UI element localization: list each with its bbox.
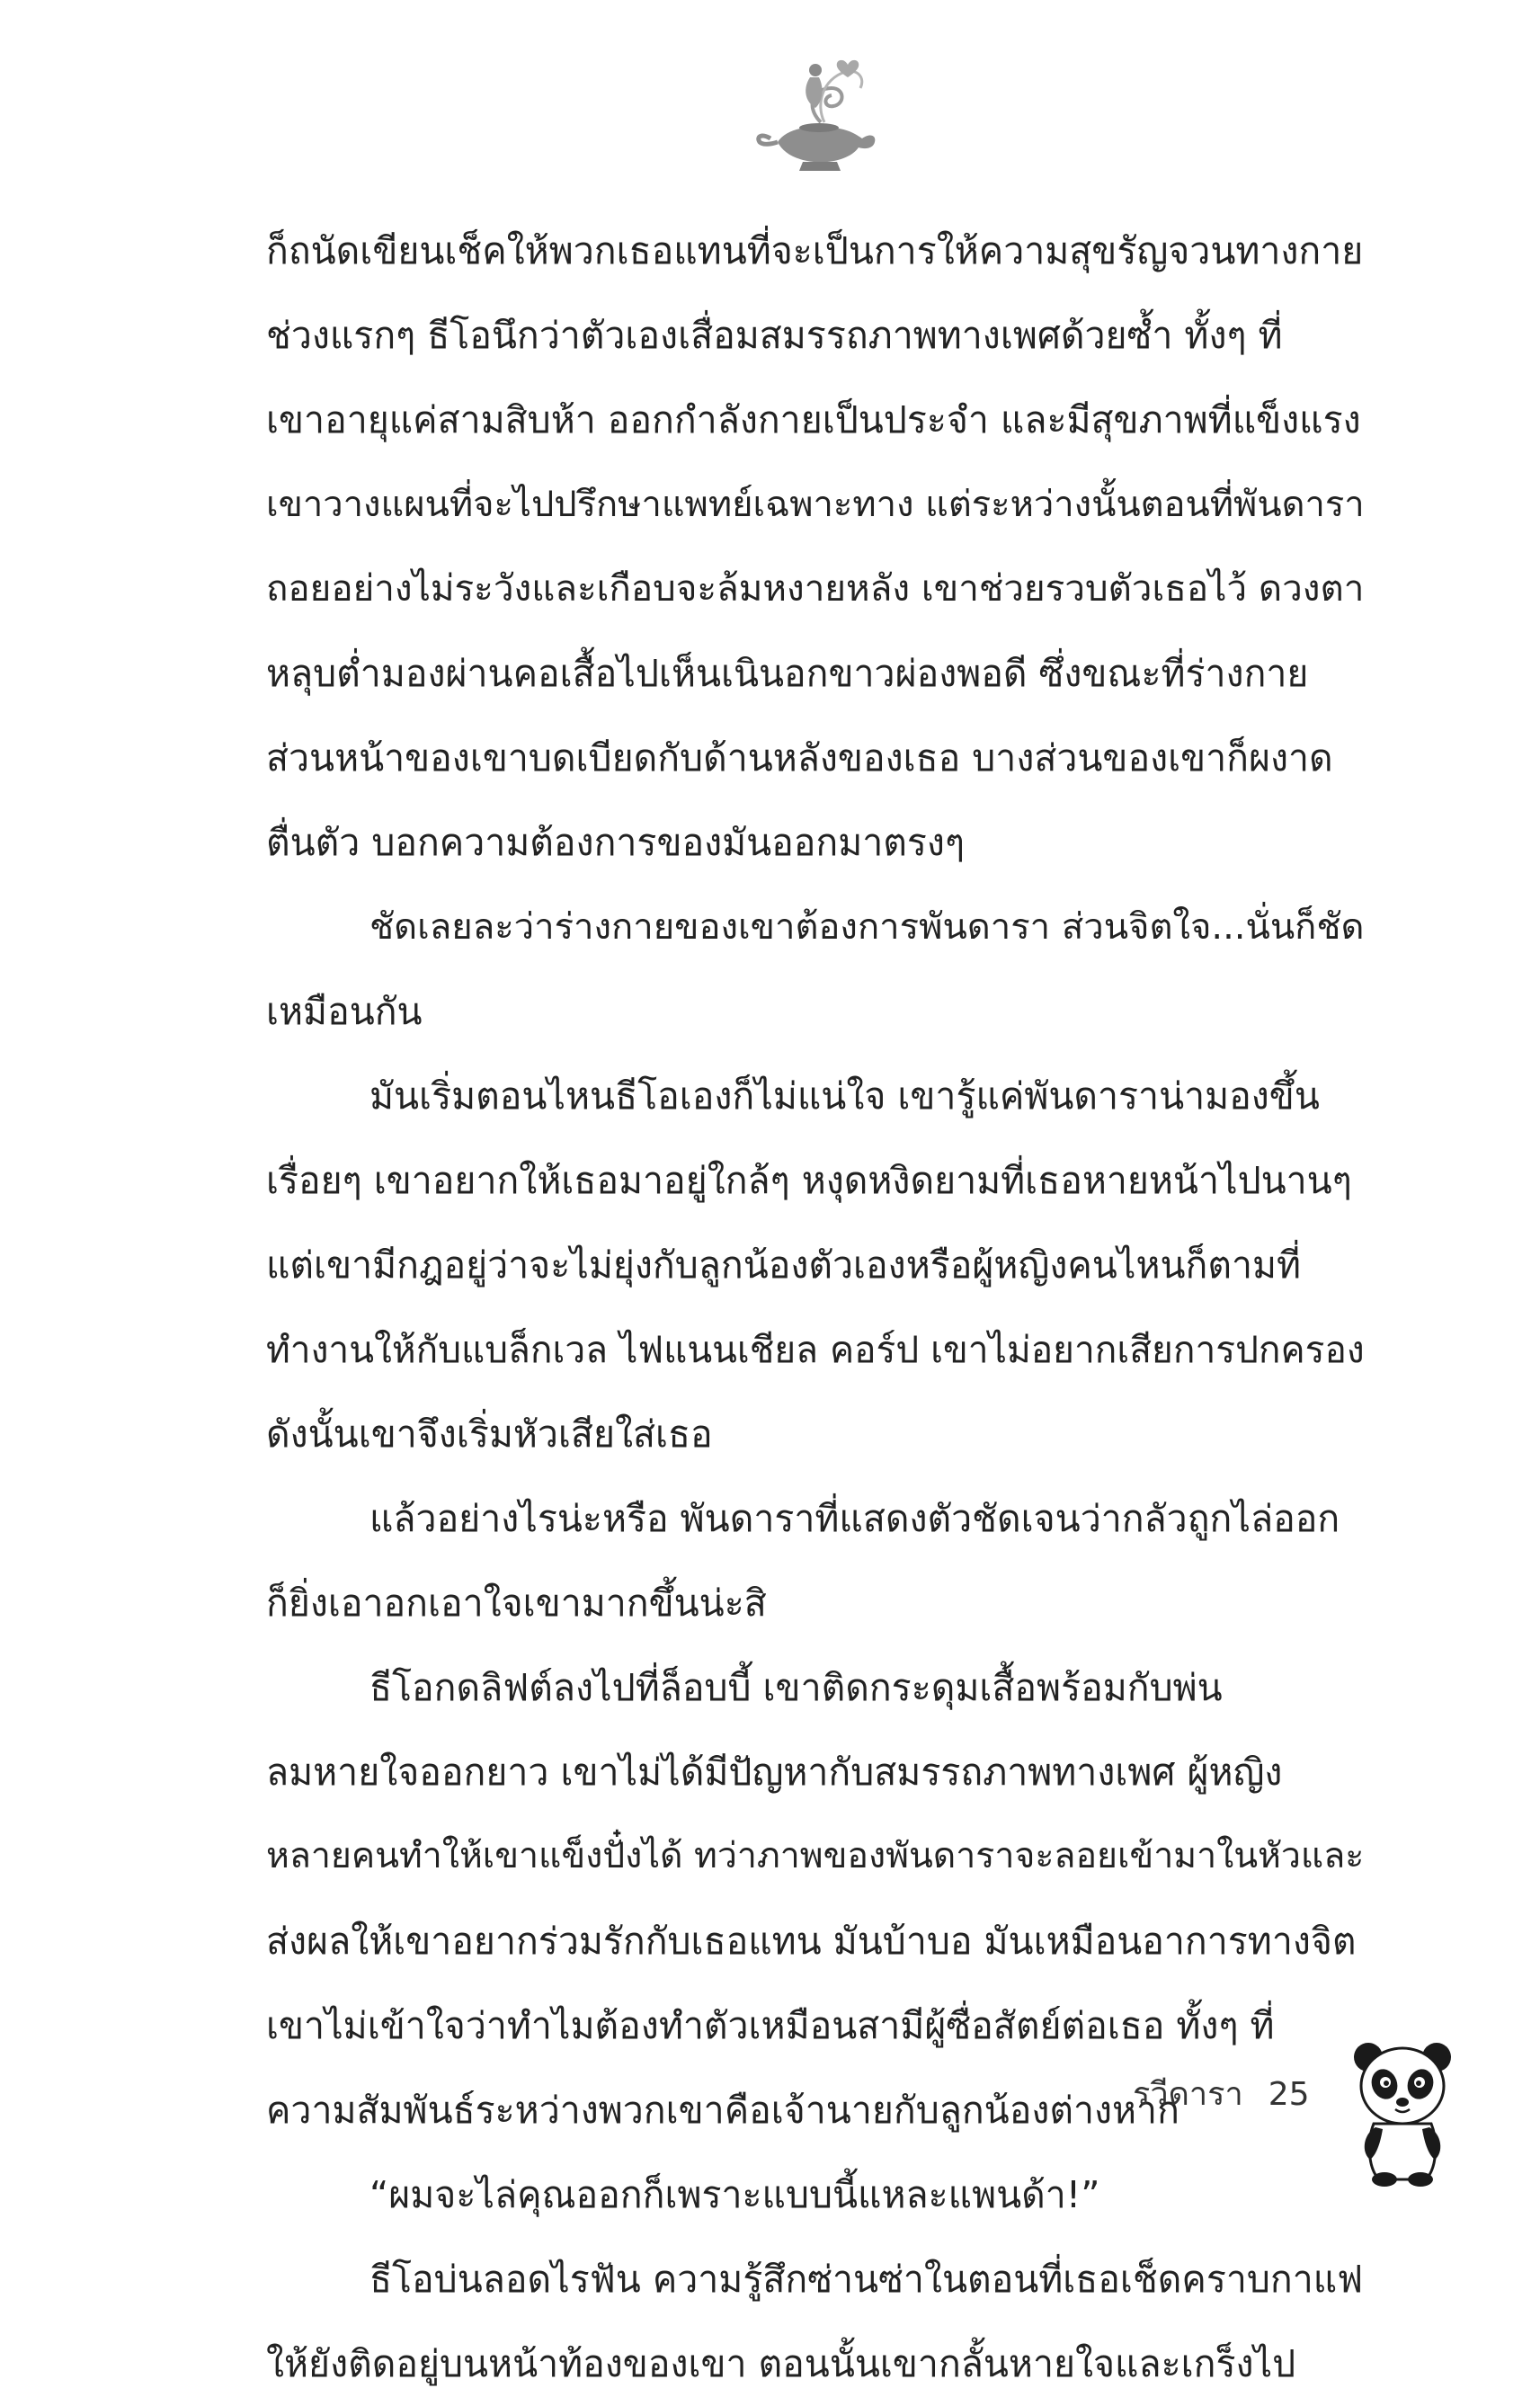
text-line: ตื่นตัว บอกความต้องการของมันออกมาตรงๆ (266, 821, 965, 864)
text-line: ชัดเลยละว่าร่างกายของเขาต้องการพันดารา ส่วนจิตใจ...นั่นก็ชัด (369, 906, 1365, 948)
text-line: เขาวางแผนที่จะไปปรึกษาแพทย์เฉพาะทาง แต่ระหว่างนั้นตอนที่พันดารา (266, 484, 1365, 525)
text-line: ทำงานให้กับแบล็กเวล ไฟแนนเชียล คอร์ป เขาไม่อยากเสียการปกครอง (266, 1328, 1365, 1371)
text-line: ก็ยิ่งเอาอกเอาใจเขามากขึ้นน่ะสิ (266, 1582, 767, 1625)
page-number: 25 (1268, 2076, 1310, 2113)
text-line: ดังนั้นเขาจึงเริ่มหัวเสียใส่เธอ (266, 1412, 713, 1456)
text-line: หลายคนทำให้เขาแข็งปั๋งได้ ทว่าภาพของพันดาราจะลอยเข้ามาในหัวและ (266, 1836, 1365, 1876)
text-line: ธีโอบ่นลอดไรฟัน ความรู้สึกซ่านซ่าในตอนที่เธอเช็ดคราบกาแฟ (369, 2258, 1364, 2301)
page-footer (1133, 2068, 1310, 2122)
text-line: ให้ยังติดอยู่บนหน้าท้องของเขา ตอนนั้นเขากลั้นหายใจและเกร็งไป (266, 2342, 1296, 2385)
text-line: ส่งผลให้เขาอยากร่วมรักกับเธอแทน มันบ้าบอ มันเหมือนอาการทางจิต (266, 1920, 1357, 1963)
text-line: ก็ถนัดเขียนเช็คให้พวกเธอแทนที่จะเป็นการให้ความสุขรัญจวนทางกาย (266, 229, 1364, 272)
text-line: ความสัมพันธ์ระหว่างพวกเขาคือเจ้านายกับลูกน้องต่างหาก (266, 2089, 1179, 2132)
text-line: ส่วนหน้าของเขาบดเบียดกับด้านหลังของเธอ บางส่วนของเขาก็ผงาด (266, 736, 1333, 780)
text-line: เขาไม่เข้าใจว่าทำไมต้องทำตัวเหมือนสามีผู้ซื่อสัตย์ต่อเธอ ทั้งๆ ที่ (266, 2004, 1275, 2047)
text-line: ถอยอย่างไม่ระวังและเกือบจะล้มหงายหลัง เขาช่วยรวบตัวเธอไว้ ดวงตา (266, 567, 1365, 610)
panda-icon (1349, 2034, 1456, 2187)
text-line: เรื่อยๆ เขาอยากให้เธอมาอยู่ใกล้ๆ หงุดหงิดยามที่เธอหายหน้าไปนานๆ (266, 1159, 1352, 1202)
text-line: ช่วงแรกๆ ธีโอนึกว่าตัวเองเสื่อมสมรรถภาพทางเพศด้วยซ้ำ ทั้งๆ ที่ (266, 314, 1283, 357)
book-title: รวีดารา (1133, 2076, 1243, 2113)
genie-lamp-icon (751, 52, 886, 178)
text-line: เหมือนกัน (266, 990, 423, 1033)
text-line: ธีโอกดลิฟต์ลงไปที่ล็อบบี้ เขาติดกระดุมเสื้อพร้อมกับพ่น (369, 1666, 1223, 1709)
text-line: หลุบต่ำมองผ่านคอเสื้อไปเห็นเนินอกขาวผ่องพอดี ซึ่งขณะที่ร่างกาย (266, 652, 1309, 695)
text-line: ลมหายใจออกยาว เขาไม่ได้มีปัญหากับสมรรถภาพทางเพศ ผู้หญิง (266, 1751, 1283, 1794)
text-line: แต่เขามีกฎอยู่ว่าจะไม่ยุ่งกับลูกน้องตัวเองหรือผู้หญิงคนไหนก็ตามที่ (266, 1243, 1302, 1287)
text-line: เขาอายุแค่สามสิบห้า ออกกำลังกายเป็นประจำ และมีสุขภาพที่แข็งแรง (266, 398, 1361, 441)
text-line: แล้วอย่างไรน่ะหรือ พันดาราที่แสดงตัวชัดเจนว่ากลัวถูกไล่ออก (369, 1497, 1340, 1540)
text-line: “ผมจะไล่คุณออกก็เพราะแบบนี้แหละแพนด้า!” (369, 2173, 1100, 2216)
text-line: มันเริ่มตอนไหนธีโอเองก็ไม่แน่ใจ เขารู้แค่พันดาราน่ามองขึ้น (369, 1074, 1320, 1118)
